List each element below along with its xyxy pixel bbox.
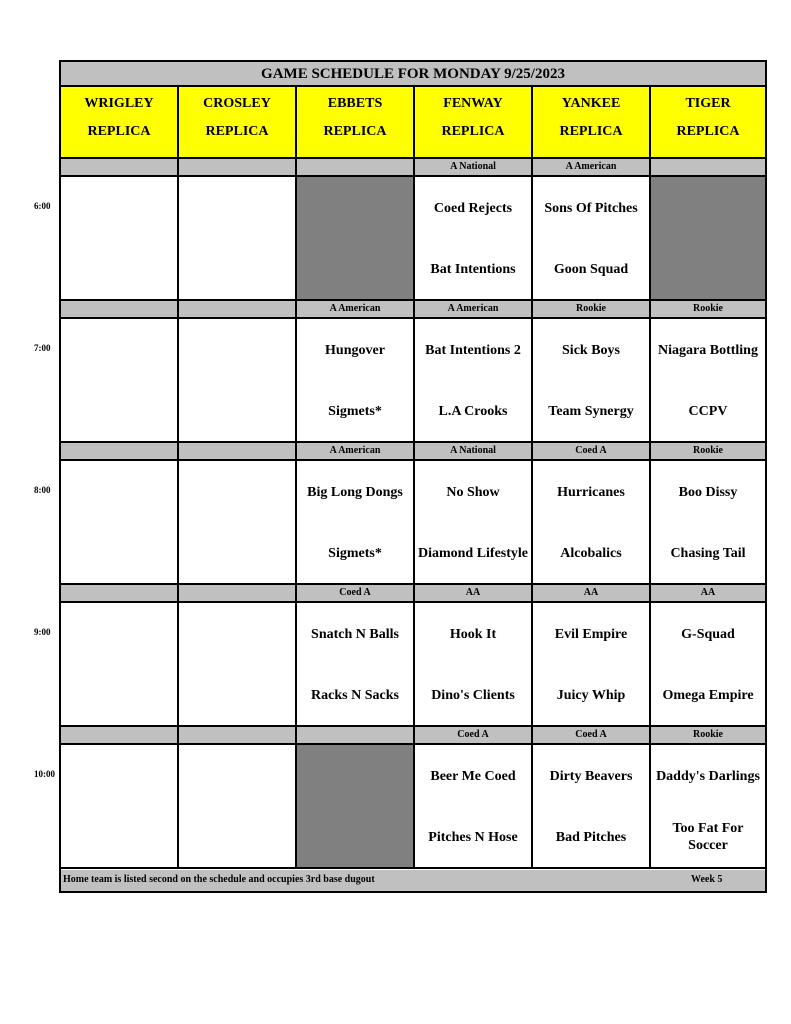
- home-team: [181, 249, 293, 289]
- division-label: [179, 443, 297, 461]
- time-label: 7:00: [34, 343, 51, 353]
- field-name: TIGER: [685, 96, 731, 111]
- home-team: Racks N Sacks: [311, 687, 399, 703]
- home-team: [181, 391, 293, 431]
- division-label: A American: [533, 159, 651, 177]
- division-label: AA: [651, 585, 765, 603]
- week-label: Week 5: [691, 874, 723, 885]
- home-team: Pitches N Hose: [428, 829, 518, 845]
- away-team: Niagara Bottling: [658, 342, 758, 358]
- division-label: [61, 585, 179, 603]
- game-cell: [415, 603, 533, 727]
- division-label: Coed A: [533, 443, 651, 461]
- division-label: Rookie: [651, 727, 765, 745]
- home-team: Chasing Tail: [670, 545, 746, 561]
- home-team: [181, 533, 293, 573]
- away-team: Snatch N Balls: [311, 626, 399, 642]
- away-team: Coed Rejects: [433, 200, 513, 216]
- field-header-0: [61, 87, 179, 159]
- game-cell: [651, 603, 765, 727]
- division-label: [179, 159, 297, 177]
- away-team: [63, 756, 175, 796]
- away-team: Hurricanes: [557, 484, 625, 500]
- home-team: Alcobalics: [560, 545, 622, 561]
- field-subtitle: REPLICA: [205, 124, 269, 139]
- game-cell: [179, 319, 297, 443]
- game-cell: [179, 745, 297, 869]
- away-team: No Show: [446, 484, 500, 500]
- time-label: 8:00: [34, 485, 51, 495]
- away-team: [181, 472, 293, 512]
- home-team: [63, 817, 175, 857]
- division-label: Coed A: [297, 585, 415, 603]
- away-team: Daddy's Darlings: [656, 768, 760, 784]
- home-team: [63, 391, 175, 431]
- home-team: [181, 675, 293, 715]
- time-label: 6:00: [34, 201, 51, 211]
- game-cell: [533, 177, 651, 301]
- game-cell: [415, 319, 533, 443]
- division-label: Coed A: [415, 727, 533, 745]
- away-team: Hungover: [325, 342, 385, 358]
- division-label: [179, 727, 297, 745]
- game-cell: [61, 603, 179, 727]
- away-team: [63, 188, 175, 228]
- game-cell: [651, 461, 765, 585]
- home-team: [63, 249, 175, 289]
- field-header-4: [533, 87, 651, 159]
- away-team: [181, 614, 293, 654]
- division-label: [179, 585, 297, 603]
- home-team: [63, 533, 175, 573]
- away-team: [181, 188, 293, 228]
- away-team: Sons Of Pitches: [544, 200, 638, 216]
- home-team: Bad Pitches: [555, 829, 627, 845]
- division-label: Rookie: [651, 443, 765, 461]
- home-team: [181, 817, 293, 857]
- division-label: [61, 443, 179, 461]
- game-cell: [297, 319, 415, 443]
- division-label: Rookie: [533, 301, 651, 319]
- field-name: WRIGLEY: [84, 96, 154, 111]
- unavailable-slot: [297, 745, 415, 869]
- field-subtitle: REPLICA: [559, 124, 623, 139]
- page-title: GAME SCHEDULE FOR MONDAY 9/25/2023: [61, 62, 765, 87]
- field-subtitle: REPLICA: [676, 124, 740, 139]
- game-cell: [61, 319, 179, 443]
- schedule-sheet: [59, 60, 767, 893]
- field-subtitle: REPLICA: [87, 124, 151, 139]
- game-cell: [179, 603, 297, 727]
- away-team: Beer Me Coed: [430, 768, 516, 784]
- game-cell: [533, 603, 651, 727]
- field-header-5: [651, 87, 765, 159]
- game-cell: [415, 177, 533, 301]
- home-team: Sigmets*: [328, 545, 382, 561]
- game-cell: [179, 461, 297, 585]
- away-team: Evil Empire: [554, 626, 628, 642]
- field-name: CROSLEY: [203, 96, 271, 111]
- field-name: FENWAY: [443, 96, 503, 111]
- division-label: A American: [297, 443, 415, 461]
- division-label: AA: [415, 585, 533, 603]
- game-cell: [533, 461, 651, 585]
- division-label: [61, 727, 179, 745]
- division-label: [297, 727, 415, 745]
- game-cell: [61, 461, 179, 585]
- away-team: [63, 472, 175, 512]
- division-label: [61, 159, 179, 177]
- division-label: [179, 301, 297, 319]
- home-team: Omega Empire: [662, 687, 754, 703]
- away-team: [181, 330, 293, 370]
- division-label: Coed A: [533, 727, 651, 745]
- away-team: G-Squad: [681, 626, 735, 642]
- home-team: [63, 675, 175, 715]
- unavailable-slot: [297, 177, 415, 301]
- division-label: A American: [415, 301, 533, 319]
- away-team: Big Long Dongs: [307, 484, 403, 500]
- game-cell: [415, 745, 533, 869]
- away-team: [63, 614, 175, 654]
- away-team: [181, 756, 293, 796]
- field-name: YANKEE: [561, 96, 621, 111]
- away-team: Boo Dissy: [678, 484, 738, 500]
- division-label: A National: [415, 159, 533, 177]
- home-team: Team Synergy: [548, 403, 634, 419]
- home-team: L.A Crooks: [438, 403, 508, 419]
- division-label: [297, 159, 415, 177]
- field-header-3: [415, 87, 533, 159]
- home-team: CCPV: [688, 403, 728, 419]
- division-label: [651, 159, 765, 177]
- away-team: Dirty Beavers: [549, 768, 633, 784]
- unavailable-slot: [651, 177, 765, 301]
- home-team: Diamond Lifestyle: [417, 545, 529, 561]
- game-cell: [61, 745, 179, 869]
- away-team: Sick Boys: [562, 342, 620, 358]
- division-label: A American: [297, 301, 415, 319]
- footnote: Home team is listed second on the schedule and occupies 3rd base dugout: [63, 874, 375, 885]
- game-cell: [415, 461, 533, 585]
- game-cell: [651, 745, 765, 869]
- away-team: [63, 330, 175, 370]
- home-team: Juicy Whip: [556, 687, 626, 703]
- home-team: Too Fat For Soccer: [672, 821, 744, 853]
- game-cell: [533, 745, 651, 869]
- game-cell: [297, 603, 415, 727]
- field-name: EBBETS: [327, 96, 383, 111]
- home-team: Dino's Clients: [431, 687, 515, 703]
- time-label: 9:00: [34, 627, 51, 637]
- field-header-1: [179, 87, 297, 159]
- field-subtitle: REPLICA: [323, 124, 387, 139]
- division-label: [61, 301, 179, 319]
- footer-bar: [61, 870, 765, 891]
- home-team: Bat Intentions: [430, 261, 516, 277]
- game-cell: [651, 319, 765, 443]
- field-header-2: [297, 87, 415, 159]
- home-team: Sigmets*: [328, 403, 382, 419]
- game-cell: [297, 461, 415, 585]
- field-subtitle: REPLICA: [441, 124, 505, 139]
- away-team: Bat Intentions 2: [425, 342, 521, 358]
- game-cell: [533, 319, 651, 443]
- time-label: 10:00: [34, 769, 55, 779]
- division-label: AA: [533, 585, 651, 603]
- home-team: Goon Squad: [553, 261, 629, 277]
- game-cell: [179, 177, 297, 301]
- division-label: A National: [415, 443, 533, 461]
- division-label: Rookie: [651, 301, 765, 319]
- away-team: Hook It: [449, 626, 497, 642]
- game-cell: [61, 177, 179, 301]
